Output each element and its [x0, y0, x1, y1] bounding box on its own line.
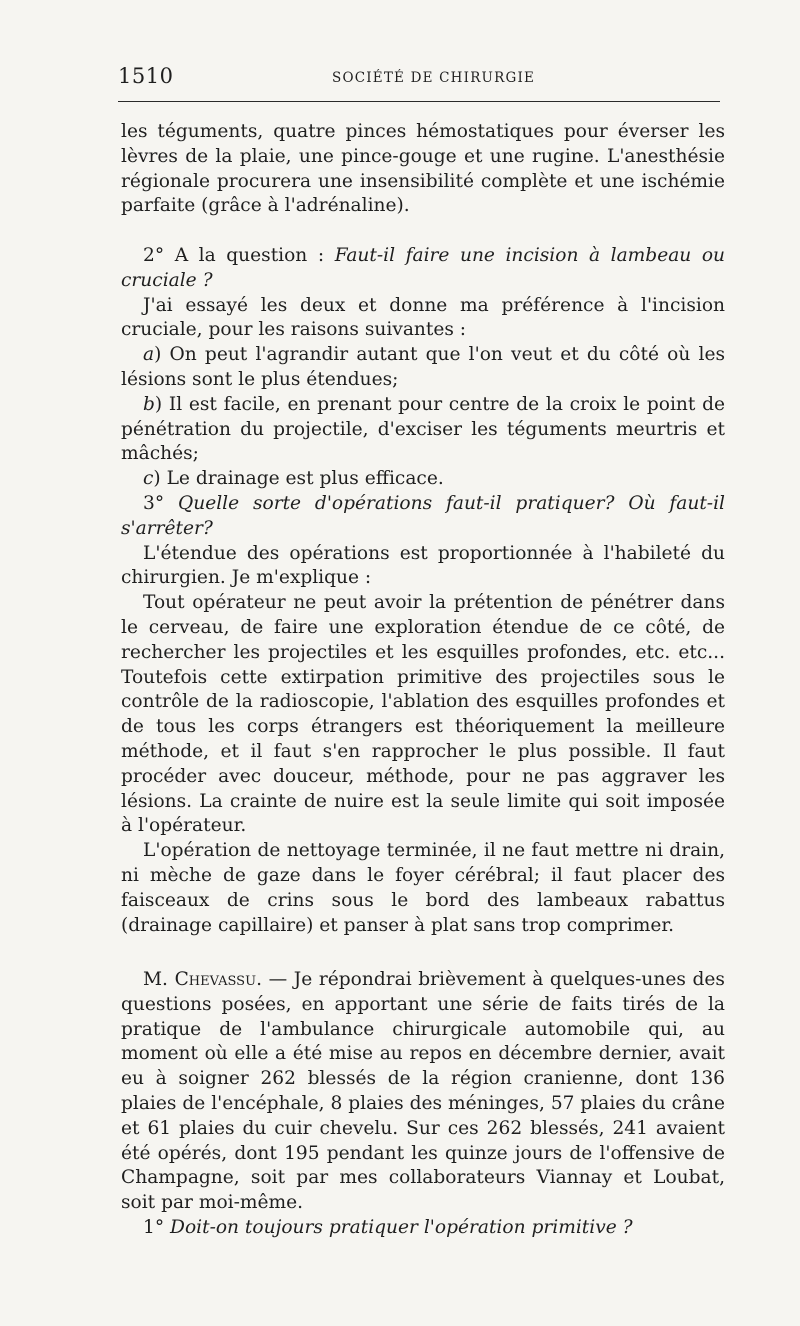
- paragraph-7-text: . — Je répondrai brièvement à quelques-unes des questions posées, en apportant une série de faits tirés de la pratique de l'ambulance chirurgicale automobile qui, au moment où elle a été mise au repos en décembre dernier, avait eu à soigner 262 blessés de la région cranienne, dont 136 plaies de l'encéphale, 8 plaies des méninges, 57 plaies du crâne et 61 plaies du cuir chevelu. Sur ces 262 blessés, 241 avaient été opérés, dont 195 pendant les quinze jours de l'offensive de Champagne, soit par mes collaborateurs Viannay et Loubat, soit par moi-même.: [121, 969, 725, 1214]
- page-number: 1510: [118, 64, 174, 88]
- item-c-label: c: [143, 468, 154, 490]
- item-a-label: a: [143, 344, 155, 366]
- question-2-text: Faut-il faire une incision à lambeau ou cruciale ?: [121, 244, 725, 291]
- speaker-prefix: M.: [143, 969, 175, 990]
- question-1: [121, 1216, 725, 1241]
- item-c: [121, 467, 725, 492]
- item-a-text: ) On peut l'agrandir autant que l'on veut et du côté où les lésions sont le plus étendues;: [121, 344, 725, 390]
- question-3-prefix: 3°: [143, 492, 178, 514]
- paragraph-1: les téguments, quatre pinces hémostatiques pour éverser les lèvres de la plaie, une pince-gouge et une rugine. L'anesthésie régionale procurera une insensibilité complète et une ischémie parfaite (grâce à l'adrénaline).: [121, 121, 725, 217]
- body-text-lower: [121, 968, 725, 1241]
- item-b: [121, 393, 725, 467]
- question-1-prefix: 1°: [143, 1216, 171, 1238]
- body-text-upper: [121, 120, 725, 938]
- question-3-text: Quelle sorte d'opérations faut-il pratiquer? Où faut-il s'arrêter?: [121, 492, 725, 539]
- paragraph-5: Tout opérateur ne peut avoir la prétention de pénétrer dans le cerveau, de faire une exploration étendue de ce côté, de rechercher les projectiles et les esquilles profondes, etc. etc... Toutefois cette extirpation primitive des projectiles sous le contrôle de la radioscopie, l'ablation des esquilles profondes et de tous les corps étrangers est théoriquement la meilleure méthode, et il faut s'en rapprocher le plus possible. Il faut procéder avec douceur, méthode, pour ne pas aggraver les lésions. La crainte de nuire est la seule limite qui soit imposée à l'opérateur.: [121, 592, 725, 837]
- item-b-label: b: [143, 393, 155, 415]
- item-a: [121, 343, 725, 393]
- running-head: SOCIÉTÉ DE CHIRURGIE: [332, 70, 536, 86]
- item-c-text: ) Le drainage est plus efficace.: [153, 468, 444, 490]
- paragraph-6: L'opération de nettoyage terminée, il ne faut mettre ni drain, ni mèche de gaze dans le foyer cérébral; il faut placer des faisceaux de crins sous le bord des lambeaux rabattus (drainage capillaire) et panser à plat sans trop comprimer.: [121, 840, 725, 936]
- speaker-name: Chevassu: [174, 969, 257, 990]
- question-2: [121, 244, 725, 294]
- question-1-text: Doit-on toujours pratiquer l'opération primitive ?: [170, 1216, 633, 1238]
- header-rule: [118, 101, 720, 102]
- question-2-prefix: 2° A la question :: [143, 244, 335, 266]
- paragraph-spacer: [121, 219, 725, 244]
- paragraph-7: [121, 968, 725, 1216]
- page-header: [118, 62, 724, 92]
- paragraph-3: J'ai essayé les deux et donne ma préférence à l'incision cruciale, pour les raisons suivantes :: [121, 294, 725, 341]
- question-3: [121, 492, 725, 542]
- item-b-text: ) Il est facile, en prenant pour centre de la croix le point de pénétration du projectile, d'exciser les téguments meurtris et mâchés;: [121, 393, 725, 465]
- paragraph-4: L'étendue des opérations est proportionnée à l'habileté du chirurgien. Je m'explique :: [121, 542, 725, 589]
